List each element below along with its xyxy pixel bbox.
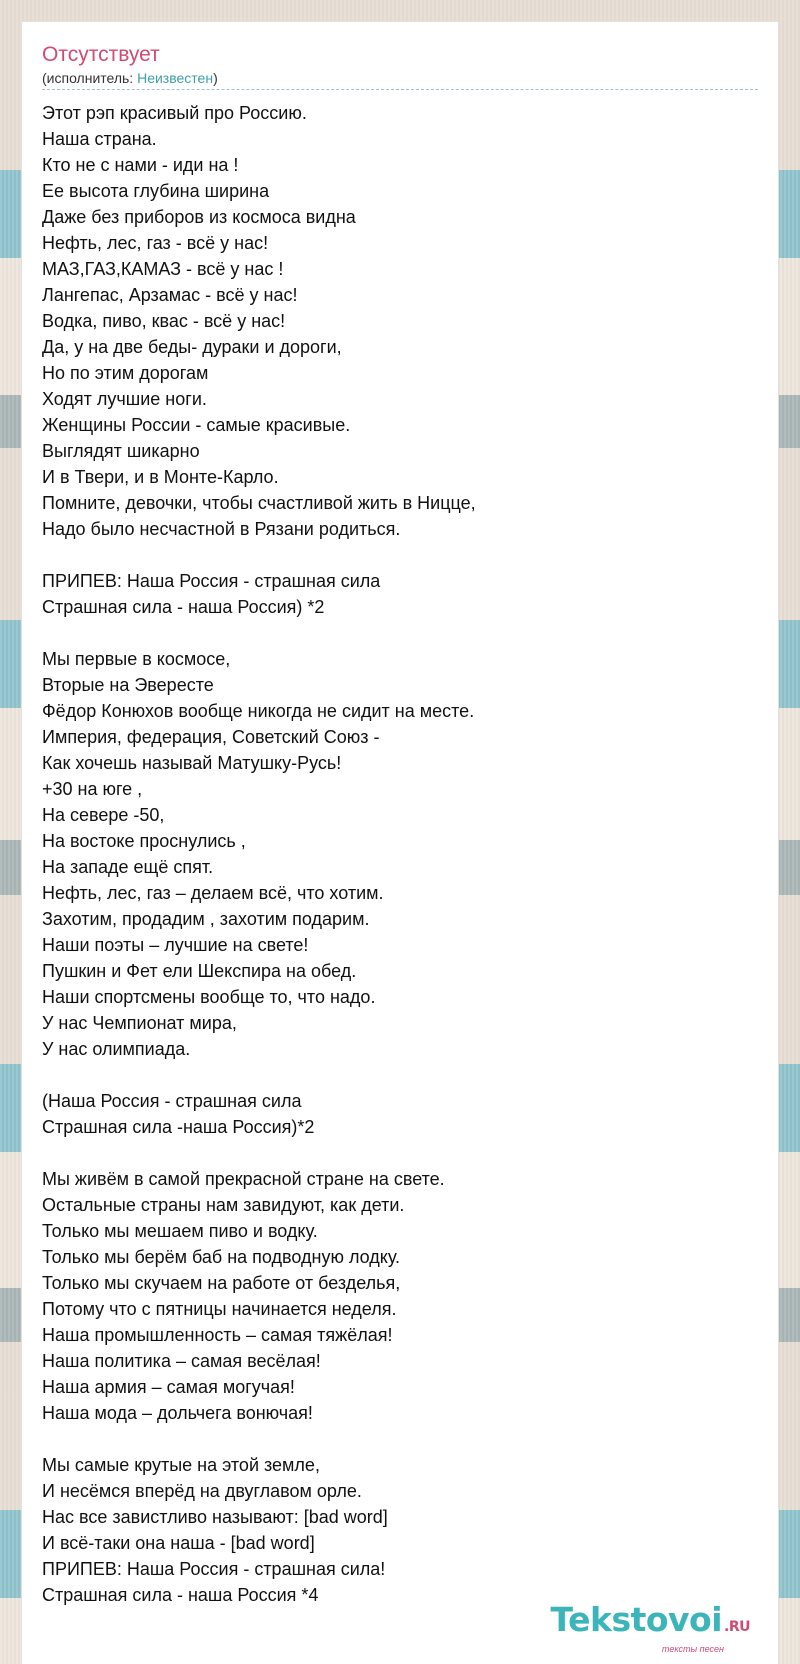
lyric-line: Как хочешь называй Матушку-Русь! — [42, 753, 342, 773]
song-header — [42, 42, 758, 90]
lyric-line: ПРИПЕВ: Наша Россия - страшная сила! — [42, 1559, 386, 1579]
lyric-line: Нефть, лес, газ - всё у нас! — [42, 233, 269, 253]
lyric-line: Вторые на Эвересте — [42, 675, 214, 695]
lyric-line: Но по этим дорогам — [42, 363, 209, 383]
lyric-line: У нас Чемпионат мира, — [42, 1013, 237, 1033]
lyric-line: Мы первые в космосе, — [42, 649, 231, 669]
lyric-line: Наша страна. — [42, 129, 157, 149]
logo-tld: .RU — [724, 1619, 750, 1635]
lyric-line: Только мы скучаем на работе от безделья, — [42, 1273, 401, 1293]
lyric-line: И несёмся вперёд на двуглавом орле. — [42, 1481, 362, 1501]
lyric-line: Ее высота глубина ширина — [42, 181, 270, 201]
lyric-line: И всё-таки она наша - [bad word] — [42, 1533, 315, 1553]
lyric-blank-line — [42, 542, 758, 568]
lyric-blank-line — [42, 1062, 758, 1088]
lyric-line: У нас олимпиада. — [42, 1039, 191, 1059]
site-logo[interactable] — [550, 1600, 750, 1654]
lyric-line: Этот рэп красивый про Россию. — [42, 103, 307, 123]
logo-main-text: Tekstovoi — [550, 1600, 723, 1639]
lyric-line: Кто не с нами - иди на ! — [42, 155, 239, 175]
lyric-line: Остальные страны нам завидуют, как дети. — [42, 1195, 405, 1215]
lyric-line: Империя, федерация, Советский Союз - — [42, 727, 380, 747]
lyric-line: МАЗ,ГАЗ,КАМАЗ - всё у нас ! — [42, 259, 284, 279]
lyric-line: Пушкин и Фет ели Шекспира на обед. — [42, 961, 357, 981]
lyric-line: Водка, пиво, квас - всё у нас! — [42, 311, 286, 331]
lyric-line: Да, у на две беды- дураки и дороги, — [42, 337, 342, 357]
lyric-line: На западе ещё спят. — [42, 857, 214, 877]
lyric-line: Наша политика – самая весёлая! — [42, 1351, 321, 1371]
lyric-line: Страшная сила -наша Россия)*2 — [42, 1117, 315, 1137]
lyric-line: Ходят лучшие ноги. — [42, 389, 207, 409]
lyrics-card — [22, 22, 778, 1664]
lyric-line: Наши поэты – лучшие на свете! — [42, 935, 309, 955]
lyric-blank-line — [42, 1426, 758, 1452]
song-title: Отсутствует — [42, 43, 160, 66]
lyric-line: Нефть, лес, газ – делаем всё, что хотим. — [42, 883, 384, 903]
lyric-line: И в Твери, и в Монте-Карло. — [42, 467, 279, 487]
lyric-line: На севере -50, — [42, 805, 165, 825]
logo-wordmark — [550, 1600, 750, 1644]
lyric-line: +30 на юге , — [42, 779, 143, 799]
lyric-line: Нас все завистливо называют: [bad word] — [42, 1507, 388, 1527]
artist-link[interactable]: Неизвестен — [137, 70, 214, 86]
lyric-line: Женщины России - самые красивые. — [42, 415, 351, 435]
lyric-line: Даже без приборов из космоса видна — [42, 207, 356, 227]
artist-suffix: ) — [213, 70, 218, 86]
lyric-line: Фёдор Конюхов вообще никогда не сидит на месте. — [42, 701, 475, 721]
lyric-line: Помните, девочки, чтобы счастливой жить в Ницце, — [42, 493, 476, 513]
lyric-line: Страшная сила - наша Россия *4 — [42, 1585, 319, 1605]
lyric-line: Мы самые крутые на этой земле, — [42, 1455, 320, 1475]
lyric-line: Потому что с пятницы начинается неделя. — [42, 1299, 397, 1319]
lyric-line: Надо было несчастной в Рязани родиться. — [42, 519, 401, 539]
lyric-line: ПРИПЕВ: Наша Россия - страшная сила — [42, 571, 381, 591]
lyric-line: Мы живём в самой прекрасной стране на свете. — [42, 1169, 445, 1189]
lyric-blank-line — [42, 1140, 758, 1166]
lyric-line: Наша армия – самая могучая! — [42, 1377, 295, 1397]
artist-prefix: (исполнитель: — [42, 70, 138, 86]
lyrics-body — [42, 100, 758, 1608]
lyric-blank-line — [42, 620, 758, 646]
lyric-line: Наши спортсмены вообще то, что надо. — [42, 987, 376, 1007]
logo-tagline: тексты песен — [661, 1644, 724, 1654]
lyric-line: Захотим, продадим , захотим подарим. — [42, 909, 370, 929]
lyric-line: Лангепас, Арзамас - всё у нас! — [42, 285, 298, 305]
lyric-line: (Наша Россия - страшная сила — [42, 1091, 302, 1111]
lyric-line: На востоке проснулись , — [42, 831, 246, 851]
lyric-line: Страшная сила - наша Россия) *2 — [42, 597, 325, 617]
lyric-line: Наша мода – дольчега вонючая! — [42, 1403, 313, 1423]
lyric-line: Наша промышленность – самая тяжёлая! — [42, 1325, 393, 1345]
lyric-line: Только мы берём баб на подводную лодку. — [42, 1247, 401, 1267]
artist-line — [42, 69, 758, 87]
lyric-line: Только мы мешаем пиво и водку. — [42, 1221, 318, 1241]
lyric-line: Выглядят шикарно — [42, 441, 200, 461]
